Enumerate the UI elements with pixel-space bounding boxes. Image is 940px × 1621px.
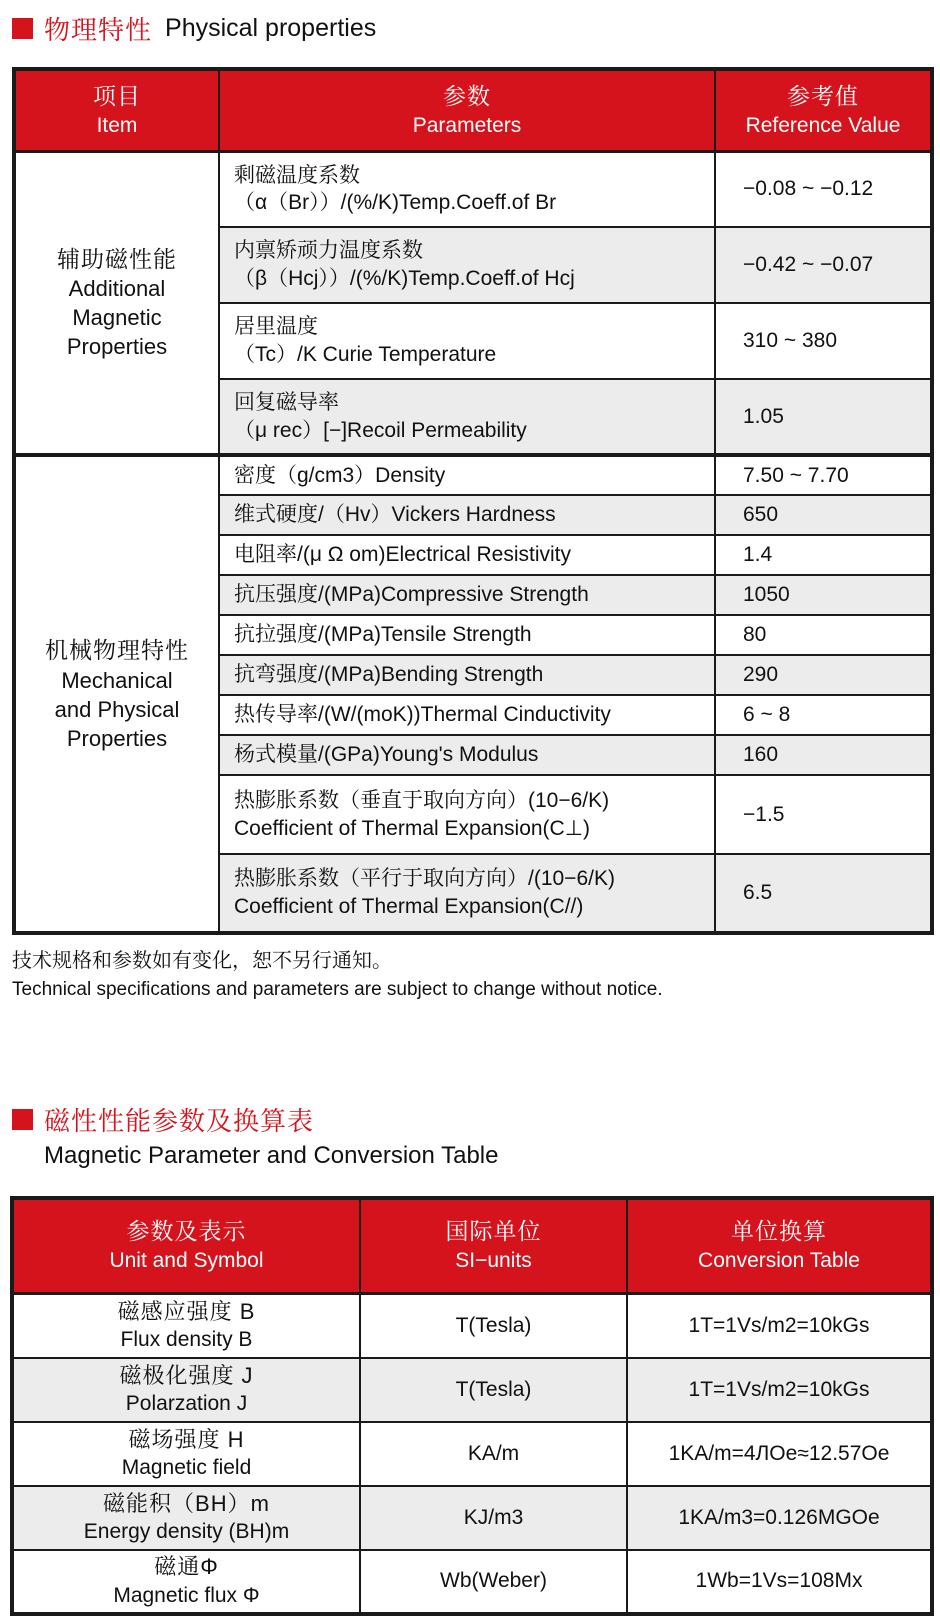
- si-unit-cell: Wb(Weber): [360, 1550, 627, 1614]
- item-group-en: and Physical: [54, 696, 180, 722]
- item-group-en: Properties: [66, 725, 168, 751]
- param-cell: [219, 303, 715, 379]
- param-cell: [219, 379, 715, 455]
- unit-symbol-zh: 磁极化强度 J: [119, 1362, 254, 1388]
- param-cell: [219, 151, 715, 227]
- unit-symbol-cell: [12, 1422, 360, 1486]
- unit-symbol-en: Magnetic field: [121, 1456, 252, 1480]
- item-group-en: Mechanical: [61, 667, 173, 693]
- unit-symbol-en: Flux density B: [120, 1328, 253, 1352]
- param-cell: 抗压强度/(MPa)Compressive Strength: [219, 575, 715, 615]
- param-line1: 内禀矫顽力温度系数: [234, 239, 423, 263]
- item-group-en: Additional: [68, 276, 166, 302]
- value-cell: 6 ~ 8: [715, 695, 932, 735]
- table1-header-row: [14, 69, 932, 151]
- table-row: [12, 1550, 932, 1614]
- param-line1: 热膨胀系数（垂直于取向方向）(10−6/K): [234, 788, 610, 812]
- value-cell: 160: [715, 735, 932, 775]
- value-cell: −0.08 ~ −0.12: [715, 151, 932, 227]
- header-conversion-en: Conversion Table: [698, 1249, 860, 1273]
- si-unit-cell: T(Tesla): [360, 1358, 627, 1422]
- physical-properties-table: [12, 67, 934, 935]
- table1-header-parameters: [219, 69, 715, 151]
- value-cell: 1050: [715, 575, 932, 615]
- header-unit-symbol-en: Unit and Symbol: [109, 1249, 264, 1273]
- param-cell: 维式硬度/（Hv）Vickers Hardness: [219, 495, 715, 535]
- table1-header-reference: [715, 69, 932, 151]
- param-cell: [219, 775, 715, 854]
- unit-symbol-zh: 磁能积（BH）m: [103, 1490, 270, 1516]
- param-cell: 抗拉强度/(MPa)Tensile Strength: [219, 615, 715, 655]
- conversion-cell: 1Wb=1Vs=108Mx: [627, 1550, 932, 1614]
- section2-title: [12, 1101, 940, 1138]
- param-line2: （Tc）/K Curie Temperature: [234, 343, 497, 366]
- header-reference-en: Reference Value: [745, 113, 901, 137]
- param-line2: （μ rec）[−]Recoil Permeability: [234, 418, 527, 442]
- item-group-mechanical-physical: [14, 455, 219, 933]
- item-group-additional-magnetic: [14, 151, 219, 455]
- table-row: [14, 151, 932, 227]
- param-cell: [219, 227, 715, 303]
- table2-header-conversion: [627, 1198, 932, 1294]
- section1-title-zh: 物理特性: [44, 15, 153, 45]
- unit-symbol-cell: [12, 1550, 360, 1614]
- header-reference-zh: 参考值: [787, 82, 859, 109]
- conversion-table: [10, 1196, 934, 1616]
- table-row: [14, 455, 932, 495]
- conversion-cell: 1T=1Vs/m2=10kGs: [627, 1358, 932, 1422]
- header-parameters-zh: 参数: [443, 82, 491, 109]
- si-unit-cell: KA/m: [360, 1422, 627, 1486]
- param-cell: [219, 854, 715, 933]
- conversion-cell: 1KA/m=4ЛOe≈12.57Oe: [627, 1422, 932, 1486]
- disclaimer-note: [12, 947, 940, 1004]
- value-cell: −0.42 ~ −0.07: [715, 227, 932, 303]
- header-item-zh: 项目: [93, 82, 141, 109]
- red-square-bullet-icon: [12, 1109, 33, 1130]
- unit-symbol-en: Polarzation J: [125, 1392, 248, 1416]
- param-cell: 杨式模量/(GPa)Young's Modulus: [219, 735, 715, 775]
- value-cell: 290: [715, 655, 932, 695]
- header-item-en: Item: [96, 113, 138, 137]
- param-line1: 回复磁导率: [234, 390, 339, 414]
- value-cell: 1.05: [715, 379, 932, 455]
- header-conversion-zh: 单位换算: [731, 1218, 827, 1245]
- value-cell: 6.5: [715, 854, 932, 933]
- table-row: [12, 1422, 932, 1486]
- header-si-units-en: SI−units: [455, 1249, 532, 1273]
- table2-header-row: [12, 1198, 932, 1294]
- red-square-bullet-icon: [12, 18, 33, 39]
- item-group-zh: 辅助磁性能: [57, 246, 177, 273]
- param-cell: 电阻率/(μ Ω om)Electrical Resistivity: [219, 535, 715, 575]
- unit-symbol-zh: 磁通Φ: [154, 1554, 219, 1580]
- param-line2: Coefficient of Thermal Expansion(C⊥): [234, 816, 591, 840]
- table2-header-unit-symbol: [12, 1198, 360, 1294]
- datasheet-page: [0, 10, 940, 1621]
- unit-symbol-zh: 磁感应强度 B: [117, 1298, 256, 1324]
- param-line1: 居里温度: [234, 315, 318, 339]
- conversion-cell: 1T=1Vs/m2=10kGs: [627, 1294, 932, 1358]
- value-cell: −1.5: [715, 775, 932, 854]
- disclaimer-en: Technical specifications and parameters are subject to change without notice.: [12, 979, 663, 1000]
- param-cell: 抗弯强度/(MPa)Bending Strength: [219, 655, 715, 695]
- item-group-en: Properties: [66, 334, 168, 360]
- section1-title-en: Physical properties: [165, 14, 377, 42]
- unit-symbol-en: Magnetic flux Φ: [113, 1583, 260, 1607]
- param-cell: 热传导率/(W/(moK))Thermal Cinductivity: [219, 695, 715, 735]
- param-line1: 剩磁温度系数: [234, 163, 360, 187]
- disclaimer-zh: 技术规格和参数如有变化，恕不另行通知。: [12, 950, 392, 972]
- unit-symbol-cell: [12, 1486, 360, 1550]
- value-cell: 7.50 ~ 7.70: [715, 455, 932, 495]
- header-unit-symbol-zh: 参数及表示: [126, 1218, 247, 1245]
- table1-header-item: [14, 69, 219, 151]
- param-line2: （β（Hcj））/(%/K)Temp.Coeff.of Hcj: [234, 267, 575, 290]
- param-line2: Coefficient of Thermal Expansion(C//): [234, 895, 584, 918]
- si-unit-cell: T(Tesla): [360, 1294, 627, 1358]
- value-cell: 650: [715, 495, 932, 535]
- unit-symbol-cell: [12, 1358, 360, 1422]
- value-cell: 1.4: [715, 535, 932, 575]
- conversion-cell: 1KA/m3=0.126MGOe: [627, 1486, 932, 1550]
- section1-title: [12, 10, 940, 47]
- si-unit-cell: KJ/m3: [360, 1486, 627, 1550]
- table-row: [12, 1486, 932, 1550]
- header-si-units-zh: 国际单位: [445, 1218, 542, 1245]
- table-row: [12, 1358, 932, 1422]
- unit-symbol-en: Energy density (BH)m: [83, 1520, 290, 1544]
- table-row: [12, 1294, 932, 1358]
- item-group-en: Magnetic: [72, 305, 162, 331]
- param-line2: （α（Br））/(%/K)Temp.Coeff.of Br: [234, 191, 557, 215]
- section2-title-en: Magnetic Parameter and Conversion Table: [44, 1141, 499, 1169]
- param-line1: 热膨胀系数（平行于取向方向）/(10−6/K): [234, 867, 615, 891]
- value-cell: 310 ~ 380: [715, 303, 932, 379]
- item-group-zh: 机械物理特性: [45, 637, 189, 664]
- unit-symbol-cell: [12, 1294, 360, 1358]
- header-parameters-en: Parameters: [412, 113, 522, 137]
- param-cell: 密度（g/cm3）Density: [219, 455, 715, 495]
- section2-title-zh: 磁性性能参数及换算表: [44, 1105, 315, 1136]
- unit-symbol-zh: 磁场强度 H: [128, 1426, 245, 1452]
- value-cell: 80: [715, 615, 932, 655]
- table2-header-si-units: [360, 1198, 627, 1294]
